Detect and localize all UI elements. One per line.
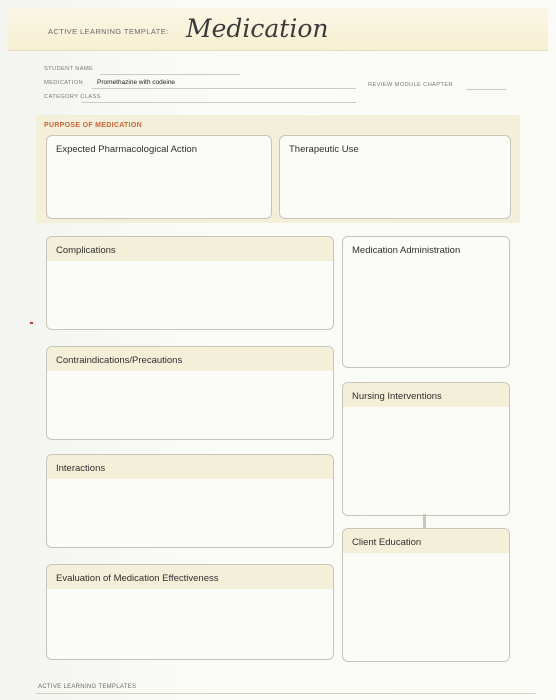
complications-box[interactable]: [46, 236, 334, 330]
contraindications-box[interactable]: [46, 346, 334, 440]
category-class-label: CATEGORY CLASS: [44, 94, 101, 100]
contraindications-label: Contraindications/Precautions: [56, 355, 183, 366]
student-name-label: STUDENT NAME: [44, 66, 94, 72]
administration-box[interactable]: [342, 236, 510, 368]
complications-label: Complications: [56, 245, 116, 256]
category-class-field[interactable]: [82, 102, 356, 103]
review-module-field[interactable]: [466, 89, 506, 90]
student-name-field[interactable]: [100, 74, 240, 75]
evaluation-box[interactable]: [46, 564, 334, 660]
administration-label: Medication Administration: [352, 245, 461, 256]
footer-line: [36, 693, 536, 694]
page-title: Medication: [186, 14, 329, 43]
client-education-label: Client Education: [352, 537, 422, 548]
therapeutic-use-box[interactable]: [279, 135, 511, 219]
medication-label: MEDICATION: [44, 80, 83, 86]
interactions-box[interactable]: [46, 454, 334, 548]
medication-value[interactable]: Promethazine with codeine: [97, 79, 176, 86]
therapeutic-use-label: Therapeutic Use: [289, 144, 359, 155]
expected-action-label: Expected Pharmacological Action: [56, 144, 197, 155]
nursing-interventions-label: Nursing Interventions: [352, 391, 442, 402]
client-education-box[interactable]: [342, 528, 510, 662]
medication-field-line: [92, 88, 356, 89]
interactions-label: Interactions: [56, 463, 106, 474]
margin-mark: [30, 322, 33, 324]
expected-action-box[interactable]: [46, 135, 272, 219]
template-label: ACTIVE LEARNING TEMPLATE:: [48, 27, 169, 36]
purpose-title: PURPOSE OF MEDICATION: [44, 122, 142, 129]
evaluation-label: Evaluation of Medication Effectiveness: [56, 573, 219, 584]
nursing-interventions-box[interactable]: [342, 382, 510, 516]
footer-label: ACTIVE LEARNING TEMPLATES: [38, 684, 137, 690]
box-connector: [423, 514, 426, 528]
review-module-label: REVIEW MODULE CHAPTER: [368, 82, 453, 88]
